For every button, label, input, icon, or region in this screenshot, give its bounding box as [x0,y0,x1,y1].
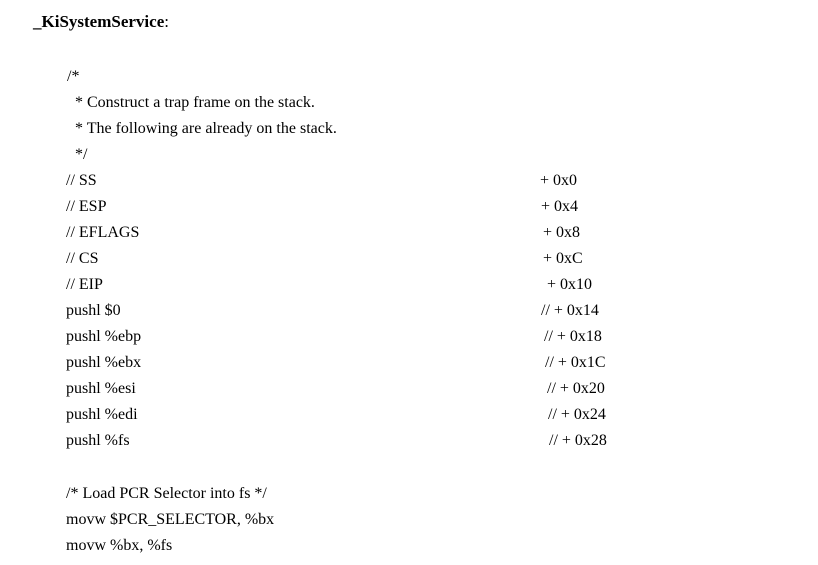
stack-row-offset: + 0x4 [541,198,579,215]
stack-row-label: pushl $0 [66,302,121,319]
comment-close: */ [75,146,88,163]
stack-row-label: // CS [66,250,99,267]
stack-row-offset: // + 0x20 [547,380,605,397]
stack-row-label: // EIP [66,276,103,293]
stack-row-offset: // + 0x1C [545,354,606,371]
stack-row-offset: + 0xC [543,250,583,267]
comment-open: /* [67,68,80,85]
stack-row-label: // EFLAGS [66,224,140,241]
load-pcr-comment: /* Load PCR Selector into fs */ [66,485,267,502]
stack-row-label: pushl %ebp [66,328,142,345]
comment-line-2: * The following are already on the stack. [75,120,337,137]
stack-row-offset: + 0x0 [540,172,578,189]
stack-row-offset: // + 0x28 [549,432,607,449]
function-colon: : [164,12,169,31]
stack-row-label: pushl %esi [66,380,136,397]
stack-row-label: pushl %ebx [66,354,142,371]
stack-row-offset: // + 0x18 [544,328,602,345]
code-line: movw %bx, %fs [66,537,173,554]
stack-row-offset: + 0x8 [543,224,581,241]
stack-row-label: // SS [66,172,97,189]
stack-row-offset: // + 0x14 [541,302,599,319]
function-title [33,12,169,32]
comment-line-1: * Construct a trap frame on the stack. [75,94,315,111]
stack-row-label: pushl %edi [66,406,138,423]
function-name: _KiSystemService [33,12,165,31]
stack-row-offset: + 0x10 [547,276,593,293]
stack-row-label: // ESP [66,198,107,215]
code-line: movw $PCR_SELECTOR, %bx [66,511,275,528]
stack-row-offset: // + 0x24 [548,406,606,423]
stack-row-label: pushl %fs [66,432,130,449]
